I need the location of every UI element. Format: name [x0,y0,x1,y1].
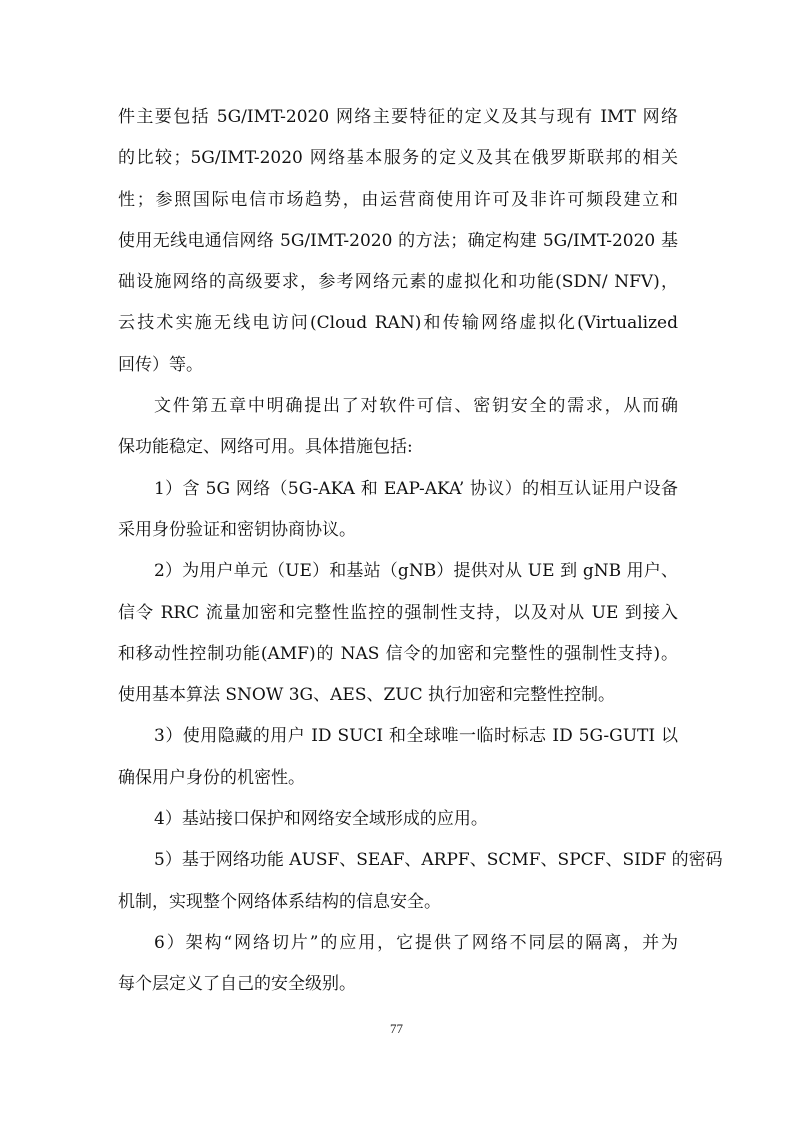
text-line: 每个层定义了自己的安全级别。 [118,974,356,995]
text-line: 机制，实现整个网络体系结构的信息安全。 [118,891,441,912]
list-item-1 [118,469,678,552]
list-item-4 [118,799,678,840]
text-line: 文件第五章中明确提出了对软件可信、密钥安全的需求，从而确 [154,396,678,417]
text-line: 1）含 5G 网络（5G-AKA 和 EAP-AKA’ 协议）的相互认证用户设备 [154,478,678,499]
text-line: 使用无线电通信网络 5G/IMT-2020 的方法；确定构建 5G/IMT-2020 基 [118,230,678,251]
text-line: 础设施网络的高级要求，参考网络元素的虚拟化和功能(SDN/ NFV)， [118,272,678,293]
text-line: 6）架构“网络切片”的应用，它提供了网络不同层的隔离，并为 [154,932,678,953]
list-item-5 [118,840,723,923]
text-line: 使用基本算法 SNOW 3G、AES、ZUC 执行加密和完整性控制。 [118,685,616,706]
list-item-3 [118,716,678,799]
list-item-2 [118,551,678,716]
page-number: 77 [390,1021,403,1036]
paragraph-chapter-five [118,386,678,469]
text-line: 的比较；5G/IMT-2020 网络基本服务的定义及其在俄罗斯联邦的相关 [118,148,678,169]
text-line: 保功能稳定、网络可用。具体措施包括: [118,437,413,458]
text-line: 回传）等。 [118,354,203,375]
text-line: 4）基站接口保护和网络安全域形成的应用。 [154,809,488,830]
text-line: 采用身份验证和密钥协商协议。 [118,519,356,540]
text-line: 件主要包括 5G/IMT-2020 网络主要特征的定义及其与现有 IMT 网络 [118,107,678,127]
body-text [118,97,723,1006]
text-line: 确保用户身份的机密性。 [118,767,305,788]
text-line: 云技术实施无线电访问(Cloud RAN)和传输网络虚拟化(Virtualized [118,313,678,334]
text-line: 和移动性控制功能(AMF)的 NAS 信令的加密和完整性的强制性支持)。 [118,643,678,664]
text-line: 2）为用户单元（UE）和基站（gNB）提供对从 UE 到 gNB 用户、 [154,561,678,582]
text-line: 性；参照国际电信市场趋势，由运营商使用许可及非许可频段建立和 [118,189,678,210]
text-line: 信令 RRC 流量加密和完整性监控的强制性支持，以及对从 UE 到接入 [118,602,678,623]
paragraph-continued [118,97,678,386]
text-line: 5）基于网络功能 AUSF、SEAF、ARPF、SCMF、SPCF、SIDF 的密码 [154,850,723,871]
text-line: 3）使用隐藏的用户 ID SUCI 和全球唯一临时标志 ID 5G-GUTI 以 [154,726,678,747]
list-item-6 [118,923,678,1006]
